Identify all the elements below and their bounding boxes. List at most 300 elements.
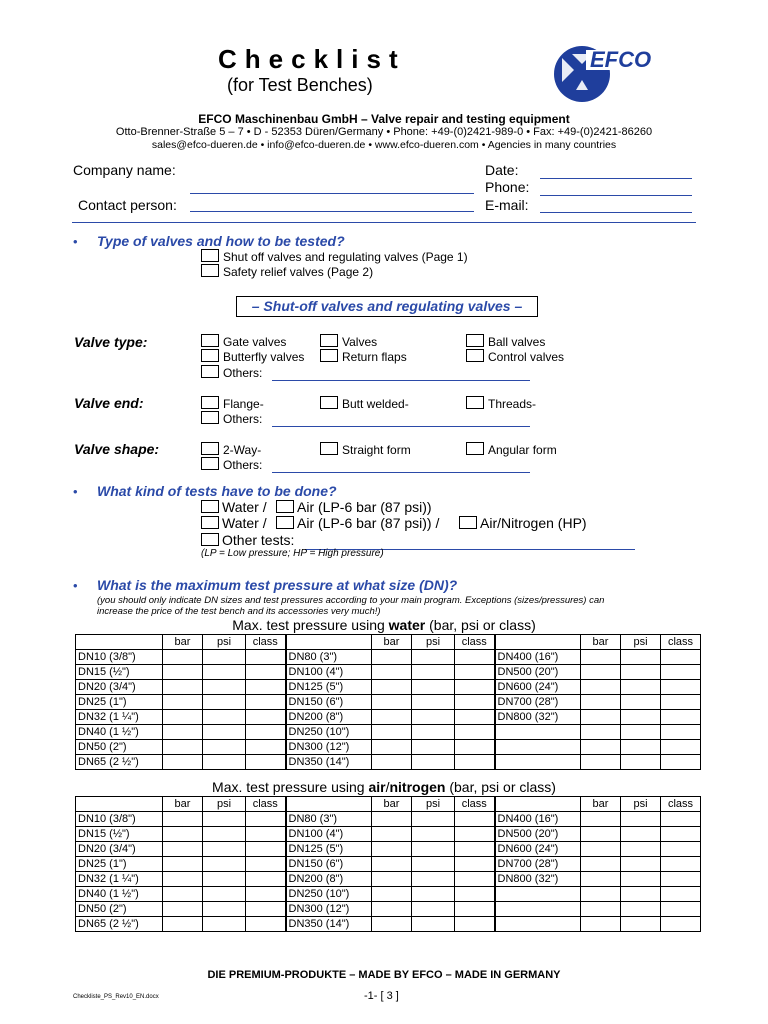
option-return-flaps: Return flaps (342, 350, 407, 364)
pressure-entry-cell[interactable] (163, 857, 203, 872)
pressure-entry-cell[interactable] (455, 902, 495, 917)
pressure-entry-cell[interactable] (372, 857, 412, 872)
checkbox-gate-valves[interactable] (201, 334, 219, 347)
pressure-entry-cell[interactable] (581, 842, 621, 857)
pressure-entry-cell[interactable] (455, 725, 495, 740)
pressure-entry-cell[interactable] (661, 725, 701, 740)
pressure-entry-cell[interactable] (661, 857, 701, 872)
pressure-entry-cell[interactable] (412, 665, 455, 680)
pressure-entry-cell[interactable] (203, 887, 246, 902)
pressure-entry-cell[interactable] (372, 755, 412, 770)
checkbox-butt-welded[interactable] (320, 396, 338, 409)
pressure-entry-cell[interactable] (412, 650, 455, 665)
pressure-entry-cell[interactable] (661, 827, 701, 842)
pressure-entry-cell[interactable] (203, 680, 246, 695)
dn-size-cell: DN50 (2") (76, 740, 163, 755)
phone-label: Phone: (485, 179, 530, 195)
column-header-class: class (455, 797, 495, 812)
pressure-entry-cell[interactable] (621, 872, 661, 887)
pressure-entry-cell[interactable] (581, 902, 621, 917)
pressure-entry-cell[interactable] (621, 857, 661, 872)
pressure-entry-cell[interactable] (412, 872, 455, 887)
pressure-entry-cell[interactable] (581, 740, 621, 755)
option-air-lp-1: Air (LP-6 bar (87 psi)) (297, 499, 432, 515)
column-header-bar: bar (372, 635, 412, 650)
pressure-entry-cell[interactable] (372, 887, 412, 902)
checkbox-shutoff-valves[interactable] (201, 249, 219, 262)
table-row (76, 917, 701, 932)
pressure-entry-cell[interactable] (203, 725, 246, 740)
header-blank-cell (286, 635, 372, 650)
pressure-entry-cell[interactable] (372, 812, 412, 827)
pressure-entry-cell[interactable] (581, 827, 621, 842)
pressure-entry-cell[interactable] (455, 887, 495, 902)
pressure-entry-cell[interactable] (455, 650, 495, 665)
option-safety-relief: Safety relief valves (Page 2) (223, 265, 374, 279)
dn-size-cell: DN65 (2 ½") (76, 917, 163, 932)
pressure-entry-cell[interactable] (621, 812, 661, 827)
pressure-entry-cell[interactable] (621, 842, 661, 857)
column-header-psi: psi (621, 635, 661, 650)
pressure-entry-cell[interactable] (661, 755, 701, 770)
pressure-entry-cell[interactable] (163, 917, 203, 932)
pressure-entry-cell[interactable] (246, 872, 286, 887)
dn-size-cell: DN400 (16") (495, 650, 581, 665)
pressure-entry-cell[interactable] (163, 827, 203, 842)
column-header-class: class (246, 797, 286, 812)
pressure-entry-cell[interactable] (203, 872, 246, 887)
pressure-entry-cell[interactable] (246, 857, 286, 872)
column-header-class: class (661, 797, 701, 812)
table-row (76, 740, 701, 755)
pressure-entry-cell[interactable] (412, 887, 455, 902)
header-blank-cell (495, 797, 581, 812)
dn-size-cell: DN100 (4") (286, 665, 372, 680)
pressure-entry-cell[interactable] (412, 680, 455, 695)
divider (72, 222, 696, 223)
option-shutoff-valves: Shut off valves and regulating valves (Page 1) (223, 250, 468, 264)
email-field[interactable] (540, 212, 692, 213)
dn-size-cell: DN20 (3/4") (76, 842, 163, 857)
dn-size-cell: DN40 (1 ½") (76, 725, 163, 740)
pressure-entry-cell[interactable] (246, 695, 286, 710)
column-header-class: class (455, 635, 495, 650)
pressure-entry-cell[interactable] (455, 872, 495, 887)
header-blank-cell (76, 797, 163, 812)
valve-end-others-label: Others: (223, 412, 263, 426)
email-label: E-mail: (485, 197, 529, 213)
dn-size-cell: DN150 (6") (286, 857, 372, 872)
question-valve-types: Type of valves and how to be tested? (97, 233, 345, 249)
pressure-entry-cell[interactable] (412, 812, 455, 827)
pressure-entry-cell[interactable] (246, 710, 286, 725)
header-blank-cell (495, 635, 581, 650)
pressure-entry-cell[interactable] (203, 842, 246, 857)
pressure-entry-cell[interactable] (455, 842, 495, 857)
checkbox-valves[interactable] (320, 334, 338, 347)
pressure-entry-cell[interactable] (661, 902, 701, 917)
dn-size-cell: DN600 (24") (495, 842, 581, 857)
contact-person-label: Contact person: (78, 197, 177, 213)
pressure-entry-cell[interactable] (246, 725, 286, 740)
option-other-tests: Other tests: (222, 532, 295, 548)
checkbox-valve-end-others[interactable] (201, 411, 219, 424)
column-header-bar: bar (581, 635, 621, 650)
pressure-entry-cell[interactable] (621, 917, 661, 932)
company-name-label: Company name: (73, 162, 176, 178)
pressure-entry-cell[interactable] (163, 902, 203, 917)
pressure-entry-cell[interactable] (163, 887, 203, 902)
column-header-bar: bar (163, 635, 203, 650)
pressure-entry-cell[interactable] (581, 755, 621, 770)
pressure-entry-cell[interactable] (372, 872, 412, 887)
checkbox-threads[interactable] (466, 396, 484, 409)
dn-size-cell: DN200 (8") (286, 710, 372, 725)
column-header-bar: bar (372, 797, 412, 812)
table-row (76, 695, 701, 710)
pressure-entry-cell[interactable] (412, 917, 455, 932)
pressure-entry-cell[interactable] (455, 857, 495, 872)
pressure-entry-cell[interactable] (203, 812, 246, 827)
pressure-entry-cell[interactable] (581, 857, 621, 872)
pressure-entry-cell[interactable] (372, 917, 412, 932)
pressure-entry-cell[interactable] (163, 710, 203, 725)
section-title-box: – Shut-off valves and regulating valves – (236, 296, 538, 317)
pressure-entry-cell[interactable] (621, 695, 661, 710)
pressure-entry-cell[interactable] (163, 665, 203, 680)
bullet-q3: • (73, 578, 78, 593)
pressure-entry-cell[interactable] (412, 695, 455, 710)
pressure-entry-cell[interactable] (246, 812, 286, 827)
pressure-entry-cell[interactable] (163, 725, 203, 740)
checkbox-water-1[interactable] (201, 500, 219, 513)
pressure-entry-cell[interactable] (203, 650, 246, 665)
column-header-psi: psi (412, 635, 455, 650)
dn-size-cell: DN25 (1") (76, 695, 163, 710)
pressure-entry-cell[interactable] (372, 725, 412, 740)
pressure-entry-cell[interactable] (163, 755, 203, 770)
dn-size-cell: DN80 (3") (286, 812, 372, 827)
valve-type-others-label: Others: (223, 366, 263, 380)
pressure-entry-cell[interactable] (372, 842, 412, 857)
dn-size-cell: DN80 (3") (286, 650, 372, 665)
dn-size-cell: DN600 (24") (495, 680, 581, 695)
valve-shape-others-label: Others: (223, 458, 263, 472)
date-label: Date: (485, 162, 519, 178)
footer-tagline: DIE PREMIUM-PRODUKTE – MADE BY EFCO – MADE IN GERMANY (207, 969, 561, 981)
table-header-row (76, 797, 701, 812)
air-nitrogen-pressure-table (75, 796, 701, 932)
pressure-entry-cell[interactable] (163, 650, 203, 665)
option-threads: Threads- (488, 397, 537, 411)
checkbox-air-lp-2[interactable] (276, 516, 294, 529)
valve-type-others-field[interactable] (272, 380, 530, 381)
page-title: Checklist (218, 44, 406, 74)
checkbox-other-tests[interactable] (201, 533, 219, 546)
dn-size-cell: DN20 (3/4") (76, 680, 163, 695)
table-row (76, 710, 701, 725)
column-header-bar: bar (581, 797, 621, 812)
option-straight-form: Straight form (342, 443, 411, 457)
efco-logo (552, 40, 692, 104)
dn-note-line-2: increase the price of the test bench and its accessories very much!) (97, 606, 381, 617)
air-table-title: Max. test pressure using air/nitrogen (bar, psi or class) (212, 779, 556, 795)
pressure-entry-cell[interactable] (661, 665, 701, 680)
option-2-way: 2-Way- (223, 443, 262, 457)
pressure-entry-cell[interactable] (621, 827, 661, 842)
column-header-class: class (661, 635, 701, 650)
pressure-entry-cell[interactable] (455, 695, 495, 710)
pressure-entry-cell[interactable] (581, 887, 621, 902)
option-water-2: Water / (222, 515, 267, 531)
water-table-title: Max. test pressure using water (bar, psi or class) (232, 617, 536, 633)
pressure-entry-cell[interactable] (246, 680, 286, 695)
option-gate-valves: Gate valves (223, 335, 287, 349)
dn-size-cell (495, 740, 581, 755)
pressure-entry-cell[interactable] (581, 872, 621, 887)
water-word: water (388, 617, 426, 633)
dn-size-cell (495, 917, 581, 932)
checkbox-valve-type-others[interactable] (201, 365, 219, 378)
pressure-entry-cell[interactable] (412, 755, 455, 770)
dn-size-cell: DN100 (4") (286, 827, 372, 842)
pressure-entry-cell[interactable] (163, 842, 203, 857)
company-name-line: EFCO Maschinenbau GmbH – Valve repair and testing equipment (198, 112, 570, 126)
dn-size-cell: DN700 (28") (495, 857, 581, 872)
pressure-entry-cell[interactable] (246, 902, 286, 917)
pressure-entry-cell[interactable] (661, 917, 701, 932)
dn-size-cell (495, 725, 581, 740)
pressure-entry-cell[interactable] (372, 827, 412, 842)
pressure-entry-cell[interactable] (661, 812, 701, 827)
pressure-entry-cell[interactable] (455, 680, 495, 695)
pressure-entry-cell[interactable] (203, 827, 246, 842)
pressure-entry-cell[interactable] (455, 827, 495, 842)
dn-size-cell: DN350 (14") (286, 917, 372, 932)
option-air-lp-2: Air (LP-6 bar (87 psi)) / (297, 515, 440, 531)
pressure-entry-cell[interactable] (661, 650, 701, 665)
pressure-entry-cell[interactable] (581, 917, 621, 932)
dn-size-cell: DN500 (20") (495, 665, 581, 680)
company-name-field[interactable] (190, 193, 474, 194)
valve-end-others-field[interactable] (272, 426, 530, 427)
pressure-entry-cell[interactable] (661, 872, 701, 887)
checkbox-ball-valves[interactable] (466, 334, 484, 347)
pressure-entry-cell[interactable] (203, 740, 246, 755)
checkbox-safety-relief[interactable] (201, 264, 219, 277)
pressure-entry-cell[interactable] (455, 710, 495, 725)
pressure-entry-cell[interactable] (621, 650, 661, 665)
dn-size-cell: DN800 (32") (495, 872, 581, 887)
pressure-entry-cell[interactable] (372, 902, 412, 917)
table-row (76, 872, 701, 887)
pressure-entry-cell[interactable] (203, 857, 246, 872)
column-header-psi: psi (203, 797, 246, 812)
pressure-entry-cell[interactable] (621, 680, 661, 695)
checkbox-flange[interactable] (201, 396, 219, 409)
pressure-entry-cell[interactable] (372, 665, 412, 680)
option-ball-valves: Ball valves (488, 335, 546, 349)
pressure-entry-cell[interactable] (621, 902, 661, 917)
pressure-entry-cell[interactable] (246, 650, 286, 665)
valve-shape-others-field[interactable] (272, 472, 530, 473)
pressure-entry-cell[interactable] (246, 842, 286, 857)
checkbox-air-lp-1[interactable] (276, 500, 294, 513)
pressure-entry-cell[interactable] (661, 842, 701, 857)
pressure-entry-cell[interactable] (203, 902, 246, 917)
pressure-entry-cell[interactable] (412, 827, 455, 842)
pressure-entry-cell[interactable] (621, 725, 661, 740)
table-row (76, 665, 701, 680)
table-row (76, 650, 701, 665)
table-row (76, 680, 701, 695)
dn-note-line-1: (you should only indicate DN sizes and test pressures according to your main program. Exceptions (sizes/pressures) can (97, 595, 605, 606)
pressure-entry-cell[interactable] (372, 650, 412, 665)
bullet-q1: • (73, 234, 78, 249)
dn-size-cell (495, 755, 581, 770)
pressure-entry-cell[interactable] (203, 710, 246, 725)
dn-size-cell: DN800 (32") (495, 710, 581, 725)
pressure-entry-cell[interactable] (203, 665, 246, 680)
logo-text: EFCO (590, 47, 652, 72)
pressure-entry-cell[interactable] (621, 887, 661, 902)
header-blank-cell (76, 635, 163, 650)
pressure-entry-cell[interactable] (246, 827, 286, 842)
option-flange: Flange- (223, 397, 264, 411)
table-row (76, 842, 701, 857)
pressure-entry-cell[interactable] (372, 695, 412, 710)
option-angular-form: Angular form (488, 443, 557, 457)
header-blank-cell (286, 797, 372, 812)
pressure-entry-cell[interactable] (372, 680, 412, 695)
pressure-entry-cell[interactable] (203, 695, 246, 710)
dn-size-cell: DN150 (6") (286, 695, 372, 710)
pressure-entry-cell[interactable] (581, 812, 621, 827)
pressure-entry-cell[interactable] (372, 740, 412, 755)
pressure-entry-cell[interactable] (455, 812, 495, 827)
dn-size-cell: DN125 (5") (286, 842, 372, 857)
option-valves: Valves (342, 335, 378, 349)
pressure-entry-cell[interactable] (661, 710, 701, 725)
table-row (76, 812, 701, 827)
pressure-entry-cell[interactable] (246, 665, 286, 680)
dn-size-cell: DN25 (1") (76, 857, 163, 872)
dn-size-cell: DN200 (8") (286, 872, 372, 887)
pressure-entry-cell[interactable] (455, 740, 495, 755)
checkbox-butterfly-valves[interactable] (201, 349, 219, 362)
pressure-entry-cell[interactable] (412, 857, 455, 872)
table-row (76, 887, 701, 902)
valve-end-label: Valve end: (74, 395, 144, 411)
pressure-entry-cell[interactable] (661, 680, 701, 695)
pressure-entry-cell[interactable] (246, 887, 286, 902)
pressure-entry-cell[interactable] (581, 680, 621, 695)
pressure-entry-cell[interactable] (621, 710, 661, 725)
pressure-entry-cell[interactable] (203, 917, 246, 932)
dn-size-cell (495, 902, 581, 917)
page-subtitle: (for Test Benches) (227, 75, 373, 95)
pressure-entry-cell[interactable] (581, 725, 621, 740)
pressure-entry-cell[interactable] (412, 842, 455, 857)
pressure-entry-cell[interactable] (581, 665, 621, 680)
dn-size-cell: DN32 (1 ¼") (76, 710, 163, 725)
pressure-entry-cell[interactable] (412, 902, 455, 917)
pressure-entry-cell[interactable] (581, 695, 621, 710)
dn-size-cell: DN300 (12") (286, 740, 372, 755)
pressure-entry-cell[interactable] (203, 755, 246, 770)
pressure-note: (LP = Low pressure; HP = High pressure) (201, 548, 384, 559)
pressure-entry-cell[interactable] (455, 665, 495, 680)
column-header-class: class (246, 635, 286, 650)
valve-type-label: Valve type: (74, 334, 148, 350)
pressure-entry-cell[interactable] (246, 917, 286, 932)
question-tests: What kind of tests have to be done? (97, 483, 337, 499)
column-header-psi: psi (412, 797, 455, 812)
dn-size-cell: DN50 (2") (76, 902, 163, 917)
checkbox-water-2[interactable] (201, 516, 219, 529)
dn-size-cell: DN15 (½") (76, 827, 163, 842)
pressure-entry-cell[interactable] (246, 740, 286, 755)
dn-size-cell: DN250 (10") (286, 725, 372, 740)
dn-size-cell: DN400 (16") (495, 812, 581, 827)
pressure-entry-cell[interactable] (412, 725, 455, 740)
pressure-entry-cell[interactable] (621, 740, 661, 755)
dn-size-cell: DN32 (1 ¼") (76, 872, 163, 887)
dn-size-cell: DN125 (5") (286, 680, 372, 695)
pressure-entry-cell[interactable] (581, 710, 621, 725)
dn-size-cell: DN300 (12") (286, 902, 372, 917)
pressure-entry-cell[interactable] (163, 740, 203, 755)
pressure-entry-cell[interactable] (246, 755, 286, 770)
checkbox-valve-shape-others[interactable] (201, 457, 219, 470)
table-row (76, 902, 701, 917)
checkbox-angular-form[interactable] (466, 442, 484, 455)
pressure-entry-cell[interactable] (163, 680, 203, 695)
dn-size-cell (495, 887, 581, 902)
bullet-q2: • (73, 484, 78, 499)
pressure-entry-cell[interactable] (621, 755, 661, 770)
pressure-entry-cell[interactable] (661, 740, 701, 755)
pressure-entry-cell[interactable] (455, 917, 495, 932)
dn-size-cell: DN250 (10") (286, 887, 372, 902)
pressure-entry-cell[interactable] (412, 740, 455, 755)
pressure-entry-cell[interactable] (455, 755, 495, 770)
pressure-entry-cell[interactable] (621, 665, 661, 680)
option-butterfly-valves: Butterfly valves (223, 350, 305, 364)
pressure-entry-cell[interactable] (163, 695, 203, 710)
company-contact-line: sales@efco-dueren.de • info@efco-dueren.de • www.efco-dueren.com • Agencies in many countries (151, 139, 617, 151)
contact-person-field[interactable] (190, 211, 474, 212)
pressure-entry-cell[interactable] (661, 695, 701, 710)
column-header-psi: psi (203, 635, 246, 650)
checkbox-air-nitrogen-hp[interactable] (459, 516, 477, 529)
pressure-entry-cell[interactable] (163, 812, 203, 827)
phone-field[interactable] (540, 195, 692, 196)
checkbox-return-flaps[interactable] (320, 349, 338, 362)
dn-size-cell: DN15 (½") (76, 665, 163, 680)
checkbox-straight-form[interactable] (320, 442, 338, 455)
pressure-entry-cell[interactable] (372, 710, 412, 725)
checkbox-control-valves[interactable] (466, 349, 484, 362)
pressure-entry-cell[interactable] (581, 650, 621, 665)
pressure-entry-cell[interactable] (661, 887, 701, 902)
pressure-entry-cell[interactable] (412, 710, 455, 725)
dn-size-cell: DN350 (14") (286, 755, 372, 770)
water-pressure-table (75, 634, 701, 770)
date-field[interactable] (540, 178, 692, 179)
pressure-entry-cell[interactable] (163, 872, 203, 887)
checkbox-2-way[interactable] (201, 442, 219, 455)
